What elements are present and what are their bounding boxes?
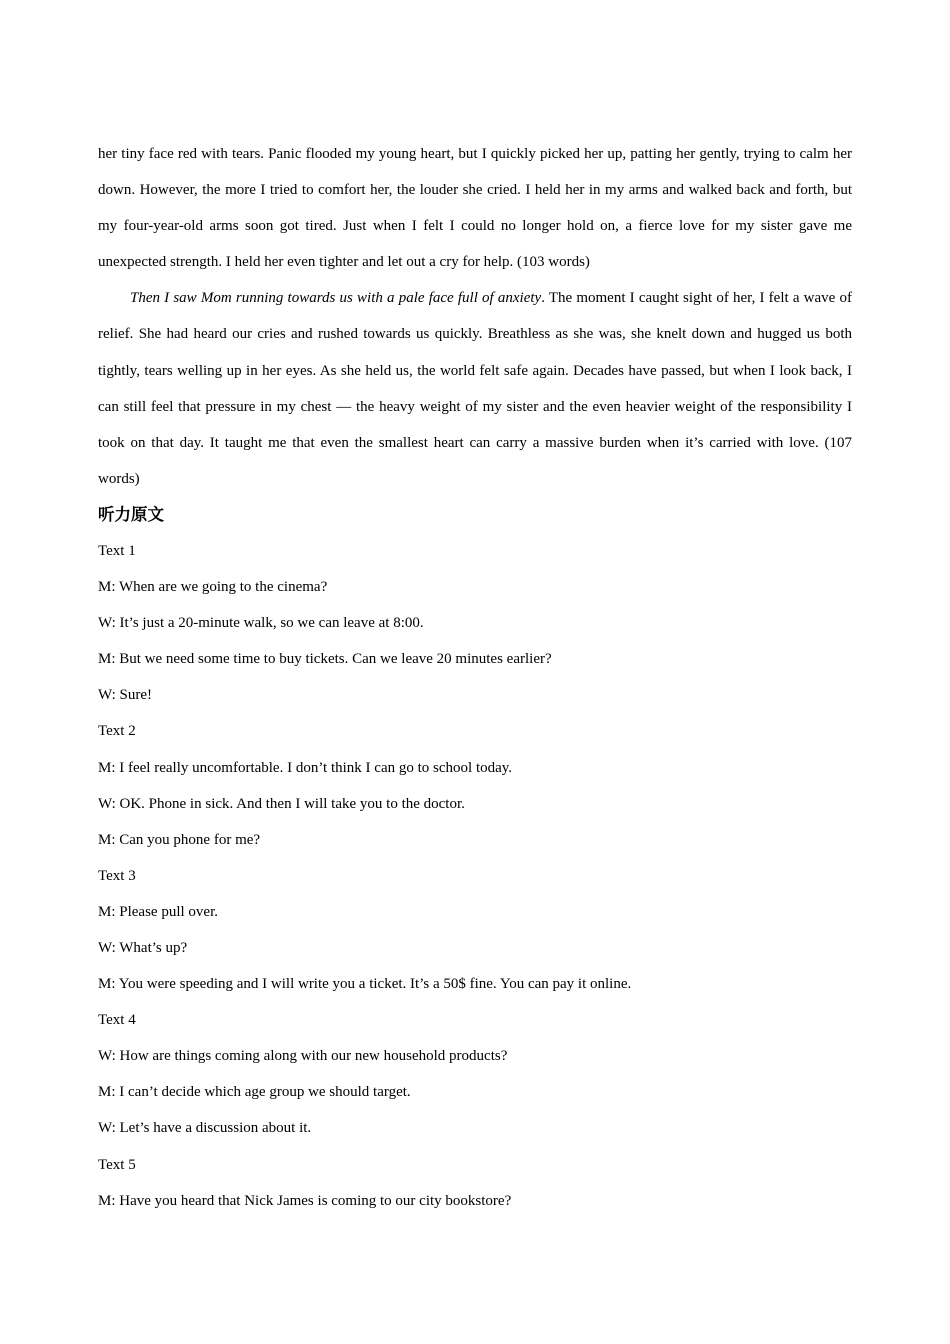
- dialogue-line: W: Sure!: [98, 687, 153, 704]
- dialogue-line: W: What’s up?: [98, 939, 188, 956]
- italic-opening-sentence: Then I saw Mom running towards us with a pale face full of anxiety: [130, 290, 542, 307]
- dialogue-line: W: Let’s have a discussion about it.: [98, 1120, 312, 1137]
- story-paragraph-2: [98, 280, 852, 497]
- story-paragraph-1: her tiny face red with tears. Panic flooded my young heart, but I quickly picked her up, patting her gently, trying to calm her down. However, the more I tried to comfort her, the louder she cried. I held her in my arms and walked back and forth, but my four-year-old arms soon got tired. Just when I felt I could no longer hold on, a fierce love for my sister gave me unexpected strength. I held her even tighter and let out a cry for help. (103 words): [98, 146, 852, 271]
- dialogue-line: M: Please pull over.: [98, 903, 218, 920]
- paragraph-2-rest: . The moment I caught sight of her, I felt a wave of relief. She had heard our cries and rushed towards us quickly. Breathless as she was, she knelt down and hugged us both tightly, tears welling up in her eyes. As she held us, the world felt safe again. Decades have passed, but when I look back, I can still feel that pressure in my chest — the heavy weight of my sister and the even heavier weight of the responsibility I took on that day. It taught me that even the smallest heart can carry a massive burden when it’s carried with love. (107 words): [98, 290, 852, 487]
- dialogue-line: M: When are we going to the cinema?: [98, 579, 328, 596]
- document-page: [98, 136, 852, 1219]
- text-label: Text 1: [98, 542, 136, 559]
- text-label: Text 4: [98, 1012, 136, 1029]
- text-label: Text 5: [98, 1156, 136, 1173]
- section-heading: 听力原文: [98, 504, 164, 524]
- dialogue-line: W: It’s just a 20-minute walk, so we can leave at 8:00.: [98, 615, 424, 632]
- text-label: Text 2: [98, 723, 136, 740]
- dialogue-line: M: I can’t decide which age group we should target.: [98, 1084, 411, 1101]
- dialogue-line: M: I feel really uncomfortable. I don’t think I can go to school today.: [98, 759, 513, 776]
- dialogue-line: M: Have you heard that Nick James is coming to our city bookstore?: [98, 1192, 512, 1209]
- dialogue-line: M: You were speeding and I will write you a ticket. It’s a 50$ fine. You can pay it online.: [98, 976, 632, 993]
- dialogue-line: M: But we need some time to buy tickets. Can we leave 20 minutes earlier?: [98, 651, 552, 668]
- dialogue-line: W: How are things coming along with our new household products?: [98, 1048, 508, 1065]
- dialogue-line: W: OK. Phone in sick. And then I will take you to the doctor.: [98, 795, 465, 812]
- dialogue-line: M: Can you phone for me?: [98, 831, 261, 848]
- text-label: Text 3: [98, 867, 136, 884]
